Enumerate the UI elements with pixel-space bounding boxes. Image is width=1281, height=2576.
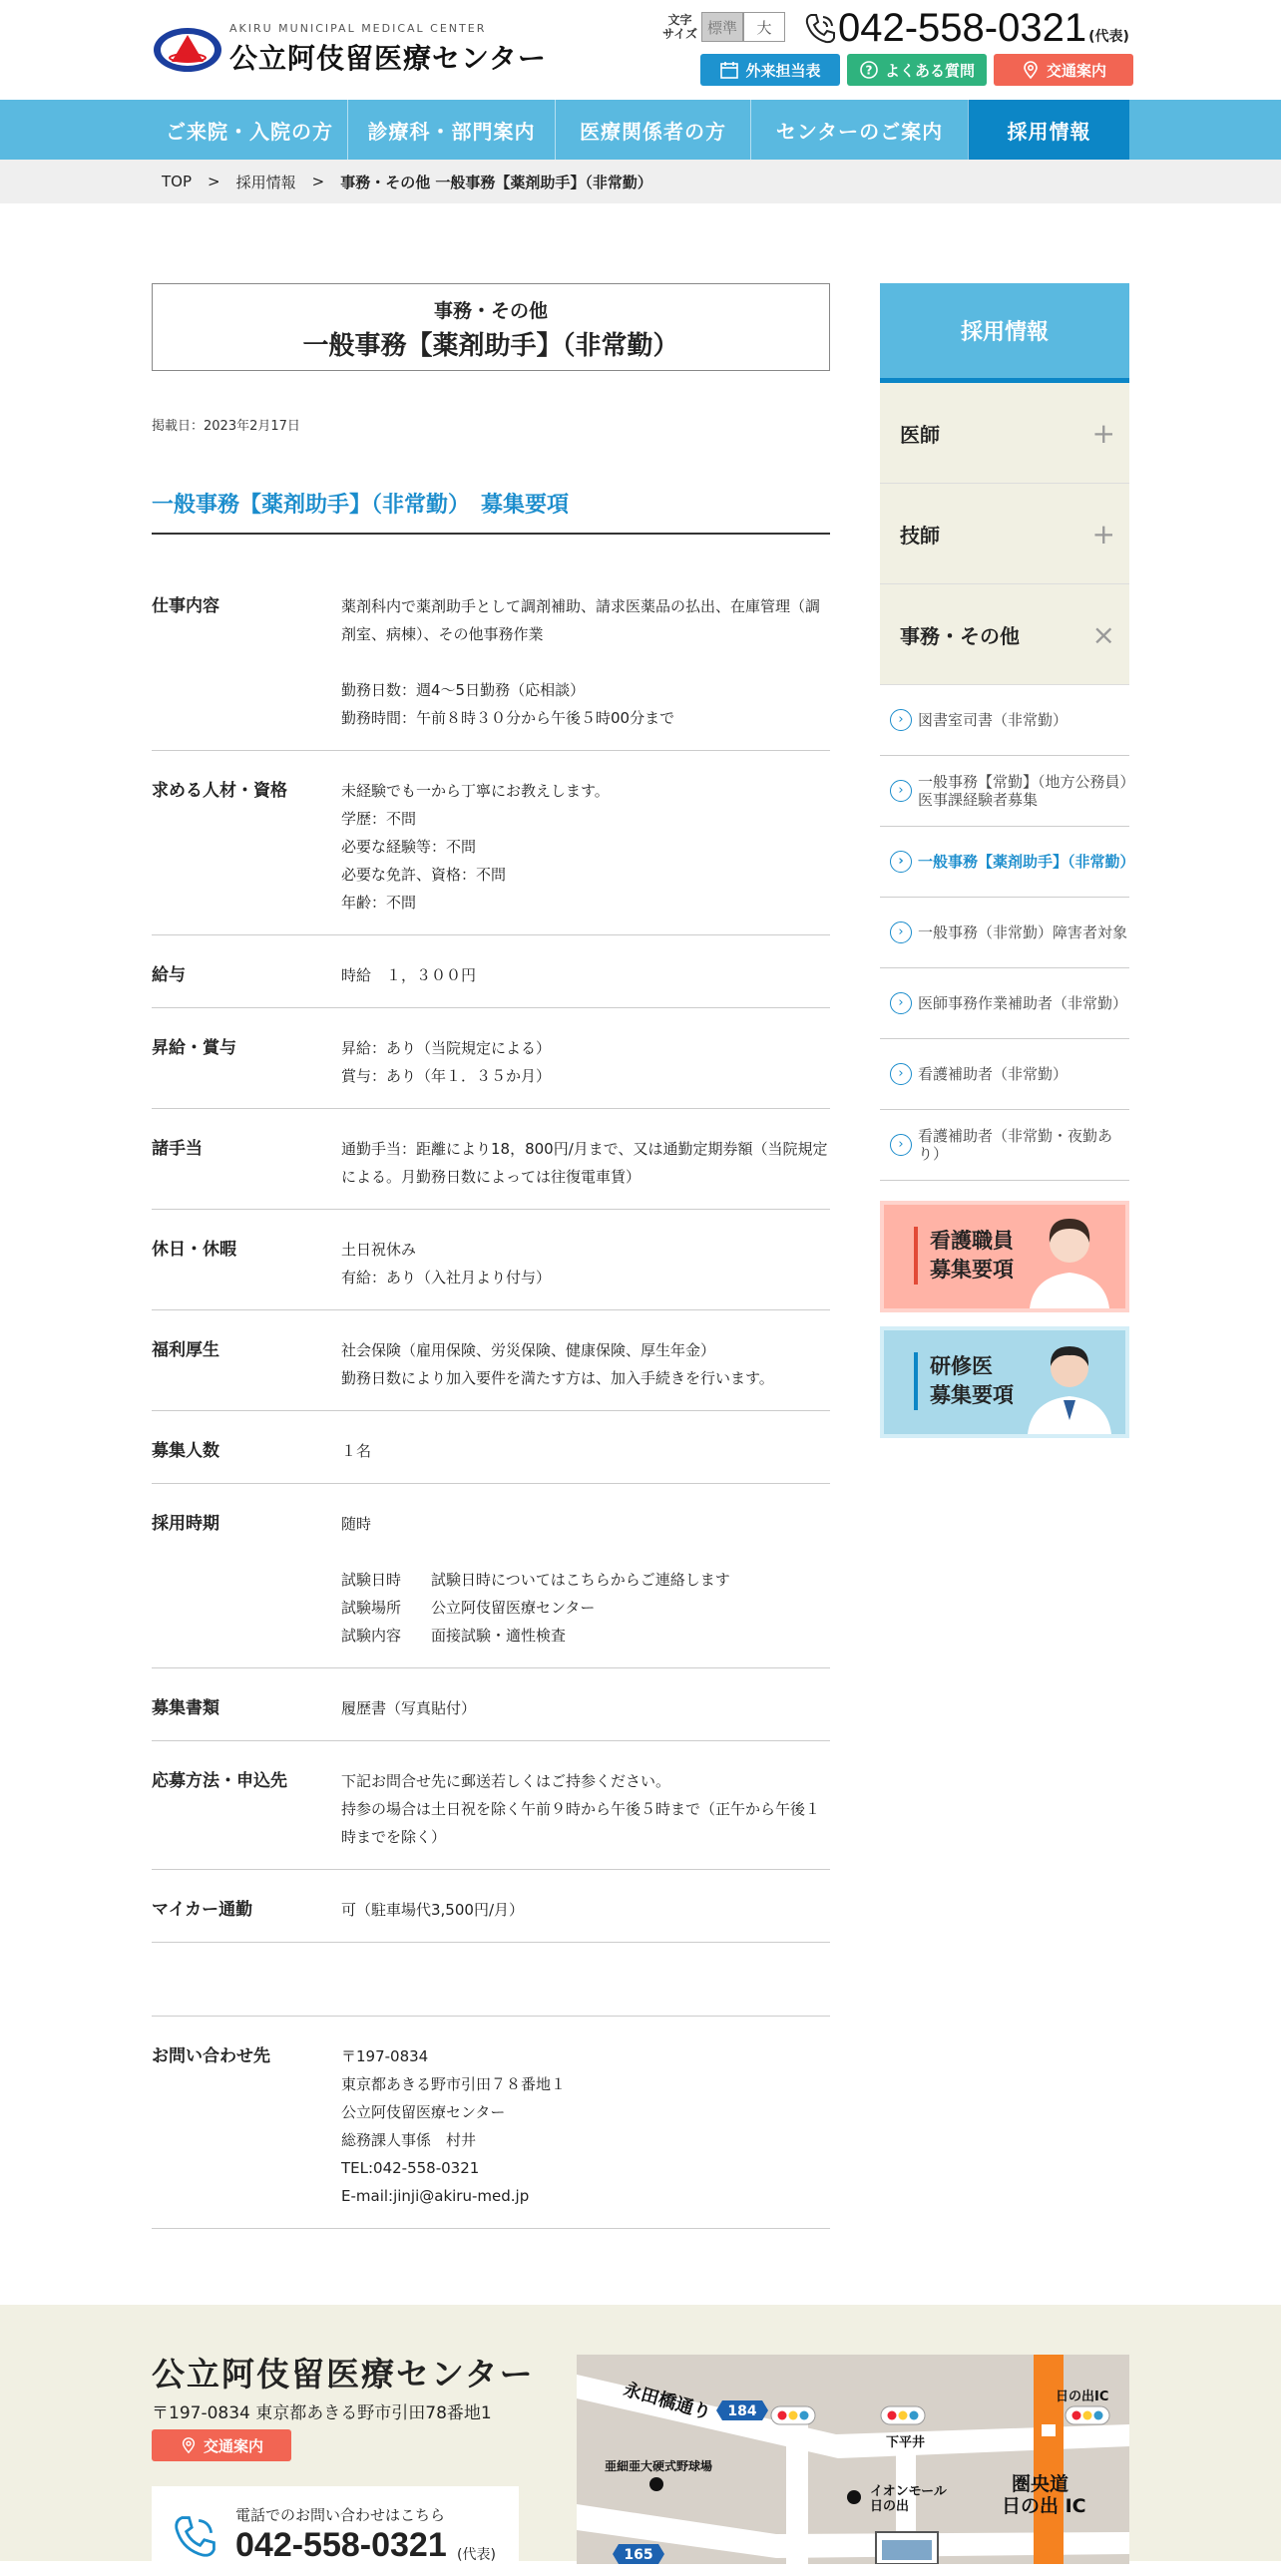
chevron-right-icon: › (890, 709, 912, 731)
place-stadium-label: 亜細亜大硬式野球場 (605, 2459, 713, 2473)
row-label: 採用時期 (152, 1514, 219, 1534)
plus-icon: + (1091, 517, 1115, 551)
table-row-empty (152, 1943, 830, 2017)
sidebar-category-office[interactable] (880, 584, 1129, 685)
row-value: 時給 １，３００円 (341, 966, 477, 984)
sidebar-item-label: 図書室司書（非常勤） (918, 711, 1068, 729)
row-label: 仕事内容 (152, 596, 219, 616)
breadcrumb-recruit-link[interactable]: 採用情報 (235, 173, 296, 191)
calendar-icon (719, 60, 739, 80)
row-value: 昇給：あり（当院規定による） 賞与：あり（年１．３５か月） (341, 1039, 552, 1085)
place-ken-o-label-line1: 圏央道 (1012, 2473, 1069, 2495)
font-size-switcher (662, 12, 785, 42)
posted-date: 掲載日：2023年2月17日 (152, 419, 300, 434)
sidebar-item[interactable] (880, 968, 1129, 1039)
sidebar-item-label: 一般事務【薬剤助手】（非常勤） (918, 853, 1135, 871)
place-hinode-ic-label: 日の出IC (1056, 2390, 1109, 2404)
plus-icon: + (1091, 416, 1115, 450)
footer-access-label: 交通案内 (203, 2436, 263, 2455)
close-icon: × (1091, 617, 1115, 651)
row-label: 昇給・賞与 (152, 1038, 236, 1058)
footer-phone-box (152, 2486, 519, 2576)
question-icon (859, 60, 879, 80)
chevron-right-icon: › (890, 921, 912, 943)
row-value: 下記お問合せ先に郵送若しくはご持参ください。 持参の場合は土日祝を除く午前９時から午後５時まで（正午から午後１時までを除く） (341, 1772, 821, 1846)
logo-english-text: AKIRU MUNICIPAL MEDICAL CENTER (229, 22, 487, 35)
nav-item-about[interactable]: センターのご案内 (750, 100, 968, 160)
traffic-signal-icon (771, 2406, 815, 2424)
requirements-table (152, 566, 830, 2229)
chevron-right-icon: › (890, 992, 912, 1014)
sidebar-item-label: 看護補助者（非常勤・夜勤あり） (918, 1127, 1113, 1163)
svg-text:?: ? (865, 63, 873, 78)
row-value: 薬剤科内で薬剤助手として調剤補助、請求医薬品の払出、在庫管理（調剤室、病棟）、その他事務作業 勤務日数：週4～5日勤務（応相談） 勤務時間：午前８時３０分から午後５時00分まで (341, 597, 821, 727)
site-logo[interactable] (152, 22, 547, 77)
row-value: 未経験でも一から丁寧にお教えします。 学歴：不問 必要な経験等：不問 必要な免許、資格：不問 年齢：不問 (341, 782, 610, 912)
header-phone-number[interactable]: 042-558-0321 (838, 6, 1087, 50)
faq-label: よくある質問 (884, 61, 975, 80)
breadcrumb-current: 事務・その他 一般事務【薬剤助手】（非常勤） (340, 173, 652, 191)
page-title: 一般事務【薬剤助手】（非常勤） (302, 331, 679, 361)
outpatient-schedule-label: 外来担当表 (745, 61, 821, 80)
sidebar-item-label: 看護補助者（非常勤） (918, 1065, 1068, 1083)
row-value: 履歴書（写真貼付） (341, 1699, 477, 1717)
sidebar-item-current[interactable] (880, 827, 1135, 898)
table-row (152, 1310, 830, 1411)
resident-banner-text: 研修医 募集要項 (914, 1352, 1014, 1410)
sidebar-item-label: 一般事務【常勤】（地方公務員） 医事課経験者募集 (918, 773, 1143, 809)
place-ken-o-label (1002, 2472, 1086, 2517)
row-value: 可（駐車場代3,500円/月） (341, 1901, 524, 1919)
table-row (152, 1411, 830, 1484)
table-row (152, 1484, 830, 1668)
page-subtitle: 事務・その他 (433, 300, 548, 322)
footer-address: 〒197-0834 東京都あきる野市引田78番地1 (152, 2403, 492, 2423)
phone-icon (802, 11, 838, 47)
nurse-illustration (1020, 1205, 1119, 1308)
place-ken-o-label-line2: 日の出 IC (1002, 2495, 1086, 2517)
font-size-normal-button[interactable]: 標準 (701, 12, 743, 42)
table-row (152, 751, 830, 935)
site-footer (0, 2305, 1281, 2564)
place-shimohirai-label: 下平井 (886, 2435, 926, 2450)
global-nav (0, 100, 1281, 160)
table-row (152, 1870, 830, 1943)
nav-item-visitors[interactable]: ご来院・入院の方 (166, 119, 333, 144)
sidebar-item[interactable] (880, 898, 1129, 968)
table-row (152, 1741, 830, 1870)
outpatient-schedule-button[interactable] (700, 54, 840, 86)
section-title: 一般事務【薬剤助手】（非常勤） 募集要項 (152, 488, 830, 535)
chevron-right-icon: › (890, 780, 912, 802)
row-label (152, 1969, 341, 1998)
footer-phone-note: (代表) (457, 2547, 496, 2563)
row-value: 社会保険（雇用保険、労災保険、健康保険、厚生年金） 勤務日数により加入要件を満たす方は、加入手続きを行います。 (341, 1341, 774, 1387)
row-label: 福利厚生 (152, 1340, 219, 1360)
row-label: 給与 (152, 965, 186, 985)
logo-japanese-text: 公立阿伎留医療センター (229, 42, 547, 75)
route-184-label: 184 (727, 2403, 757, 2419)
header-phone-note: (代表) (1088, 29, 1129, 45)
sidebar (880, 283, 1143, 2229)
row-label: 募集人数 (152, 1441, 219, 1461)
table-row (152, 935, 830, 1008)
row-label: 休日・休暇 (152, 1240, 236, 1260)
footer-phone-number[interactable]: 042-558-0321 (235, 2526, 447, 2564)
footer-hospital-name: 公立阿伎留医療センター (152, 2355, 535, 2393)
place-aeon-label-line2: 日の出 (870, 2499, 910, 2514)
header-phone (802, 6, 1129, 51)
table-row (152, 1008, 830, 1109)
sidebar-item[interactable] (880, 756, 1143, 827)
access-label: 交通案内 (1046, 61, 1106, 80)
access-button[interactable] (994, 54, 1133, 86)
row-label: 諸手当 (152, 1139, 203, 1159)
sidebar-item-label: 医師事務作業補助者（非常勤） (918, 994, 1128, 1012)
map-graphic (577, 2355, 1129, 2564)
main-column (152, 283, 830, 2229)
nurse-recruit-banner[interactable] (880, 1201, 1129, 1312)
footer-phone-lead: 電話でのお問い合わせはこちら (235, 2506, 446, 2524)
access-map[interactable] (577, 2355, 1129, 2564)
sidebar-item[interactable] (880, 685, 1129, 756)
row-label: マイカー通勤 (152, 1900, 253, 1920)
chevron-right-icon: › (890, 1134, 912, 1156)
map-pin-icon (1021, 60, 1041, 80)
row-value: 土日祝休み 有給：あり（入社月より付与） (341, 1241, 552, 1287)
chevron-right-icon: › (890, 1063, 912, 1085)
header-buttons (700, 54, 1133, 86)
page-content (152, 203, 1143, 2229)
nurse-banner-text: 看護職員 募集要項 (914, 1227, 1014, 1285)
phone-icon (170, 2512, 219, 2562)
sidebar-item-label: 一般事務（非常勤）障害者対象 (918, 923, 1128, 941)
row-label: 求める人材・資格 (152, 781, 287, 801)
row-value (341, 1969, 830, 1998)
table-row (152, 1210, 830, 1310)
place-aeon-label-line1: イオンモール (870, 2484, 947, 2499)
route-165-label: 165 (624, 2547, 653, 2563)
breadcrumb-separator: > (311, 173, 325, 190)
row-label: 応募方法・申込先 (152, 1771, 287, 1791)
breadcrumb-separator: > (208, 173, 220, 190)
map-pin-icon (180, 2436, 198, 2454)
resident-recruit-banner[interactable] (880, 1326, 1129, 1438)
row-value: 随時 試験日時 試験日時についてはこちらからご連絡します 試験場所 公立阿伎留医療センター 試験内容 面接試験・適性検査 (341, 1515, 730, 1645)
table-row (152, 566, 830, 751)
row-value: １名 (341, 1442, 372, 1460)
sidebar-category-label: 技師 (900, 523, 940, 548)
breadcrumb (0, 160, 1281, 203)
sidebar-title: 採用情報 (880, 283, 1129, 383)
page-title-box (152, 283, 830, 371)
font-size-label: 文字 サイズ (662, 13, 698, 41)
sidebar-item[interactable] (880, 1110, 1129, 1181)
font-size-large-button[interactable]: 大 (743, 12, 785, 42)
footer-access-button[interactable] (152, 2429, 291, 2461)
faq-button[interactable] (847, 54, 987, 86)
nav-item-medical-professionals[interactable]: 医療関係者の方 (555, 100, 750, 160)
doctor-illustration (1020, 1330, 1119, 1434)
row-value: 〒197-0834 東京都あきる野市引田７８番地１ 公立阿伎留医療センター 総務課人事係 村井 TEL:042-558-0321 E-mail:jinji@akiru-med.jp (341, 2047, 567, 2205)
sidebar-category-doctor[interactable] (880, 383, 1129, 484)
chevron-right-icon: › (890, 851, 912, 873)
table-row (152, 2017, 830, 2229)
sidebar-category-technician[interactable] (880, 484, 1129, 584)
breadcrumb-top-link[interactable]: TOP (162, 173, 193, 190)
traffic-signal-icon (881, 2406, 925, 2424)
site-header (152, 0, 1129, 100)
row-value: 通勤手当：距離により18，800円/月まで、又は通勤定期券額（当院規定による。月勤務日数によっては往復電車賃） (341, 1140, 828, 1186)
nav-item-departments[interactable]: 診療科・部門案内 (347, 100, 555, 160)
sidebar-category-label: 事務・その他 (900, 623, 1020, 648)
sidebar-category-label: 医師 (900, 422, 940, 447)
row-label: お問い合わせ先 (152, 2046, 270, 2066)
row-label: 募集書類 (152, 1698, 219, 1718)
sidebar-item[interactable] (880, 1039, 1129, 1110)
logo-emblem-icon (152, 25, 223, 75)
table-row (152, 1668, 830, 1741)
road-nagatabashi-label: 永田橋通り (621, 2379, 713, 2424)
traffic-signal-icon (1066, 2406, 1109, 2424)
table-row (152, 1109, 830, 1210)
nav-item-recruit[interactable]: 採用情報 (968, 100, 1129, 160)
